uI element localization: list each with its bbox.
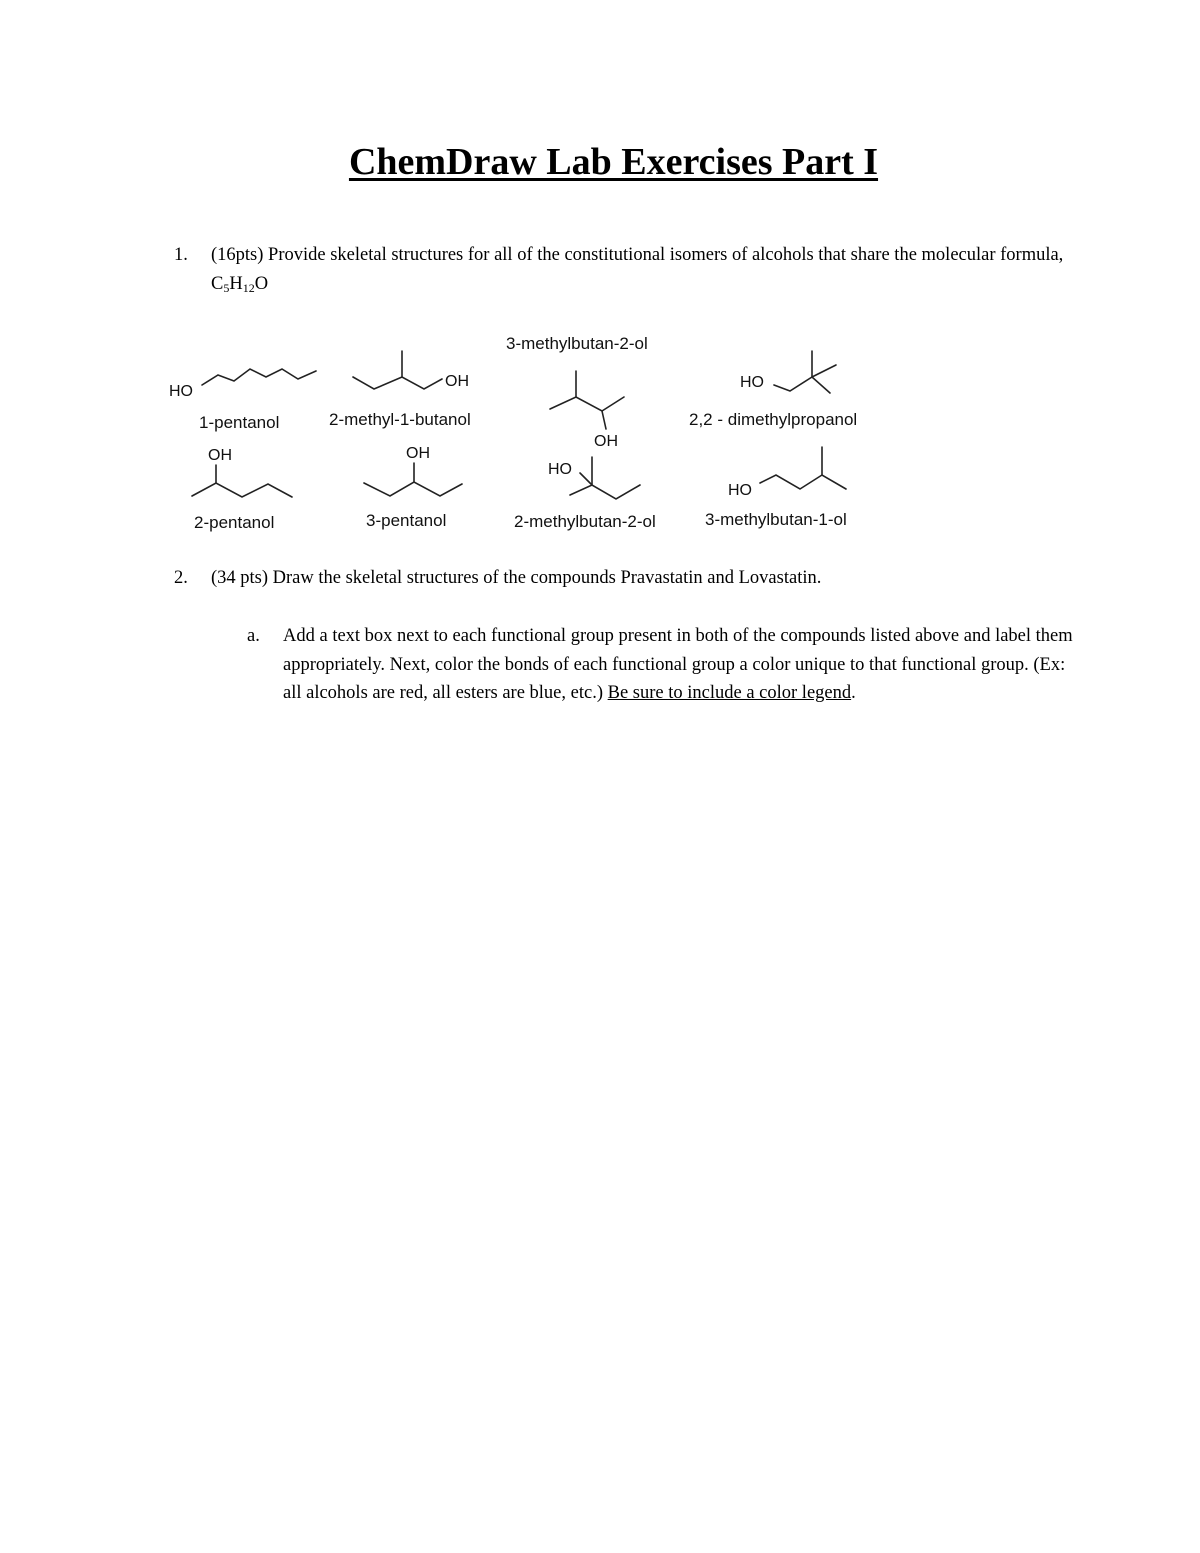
label-3-methylbutan-1-ol: 3-methylbutan-1-ol — [705, 510, 847, 529]
oh-label: OH — [594, 433, 618, 450]
question-1-number: 1. — [174, 245, 188, 265]
oh-label: OH — [406, 445, 430, 462]
bond-methyl — [812, 377, 830, 393]
bond-chain — [550, 397, 624, 411]
question-2a — [247, 622, 1077, 708]
label-2-2-dimethylpropanol: 2,2 - dimethylpropanol — [689, 410, 858, 429]
ho-label: HO — [740, 374, 764, 391]
bond-chain — [353, 377, 442, 389]
question-2 — [174, 564, 1074, 593]
label-2-pentanol: 2-pentanol — [194, 513, 275, 532]
label-2-methyl-1-butanol: 2-methyl-1-butanol — [329, 410, 471, 429]
label-3-methylbutan-2-ol: 3-methylbutan-2-ol — [506, 334, 648, 353]
oh-label: OH — [445, 373, 469, 390]
question-1-text: (16pts) Provide skeletal structures for all of the constitutional isomers of alcohols that share the molecular formula, $C_5H_{12}O$ — [211, 245, 1064, 295]
structure-2-methyl-1-butanol — [329, 351, 471, 429]
structure-2-2-dimethylpropanol — [689, 351, 857, 429]
page-title: ChemDraw Lab Exercises Part I — [348, 141, 879, 183]
structure-3-pentanol — [364, 445, 462, 530]
bond-chain — [364, 482, 462, 496]
structure-3-methylbutan-2-ol — [506, 334, 648, 450]
structure-2-methylbutan-2-ol — [514, 457, 656, 531]
ho-label: HO — [728, 482, 752, 499]
bond-methyl — [812, 365, 836, 377]
alcohol-isomers-figure — [150, 325, 910, 540]
question-2-number: 2. — [174, 568, 188, 588]
bond-chain — [570, 485, 640, 499]
question-1 — [174, 241, 1074, 298]
bond-chain — [202, 369, 316, 385]
question-2-text: (34 pts) Draw the skeletal structures of the compounds Pravastatin and Lovastatin. — [211, 568, 822, 588]
label-2-methylbutan-2-ol: 2-methylbutan-2-ol — [514, 512, 656, 531]
structure-2-pentanol — [192, 447, 292, 532]
question-2a-text: Add a text box next to each functional group present in both of the compounds listed above and label them appropriately. Next, color the bonds of each functional group a color unique to that functional group. (Ex: all alcohols are red, all esters are blue, etc.) Be sure to include a color legend. — [283, 626, 1073, 703]
bond-chain — [760, 475, 846, 489]
bond-chain — [192, 483, 292, 497]
oh-label: OH — [208, 447, 232, 464]
label-3-pentanol: 3-pentanol — [366, 511, 447, 530]
label-1-pentanol: 1-pentanol — [199, 413, 280, 432]
bond-oh — [602, 411, 606, 429]
bond-ho — [580, 473, 592, 485]
bond-chain — [774, 377, 812, 391]
structure-1-pentanol — [169, 369, 316, 432]
ho-label: HO — [169, 383, 193, 400]
question-2a-letter: a. — [247, 626, 260, 646]
ho-label: HO — [548, 461, 572, 478]
color-legend-note: Be sure to include a color legend — [607, 683, 852, 703]
structure-3-methylbutan-1-ol — [705, 447, 847, 529]
